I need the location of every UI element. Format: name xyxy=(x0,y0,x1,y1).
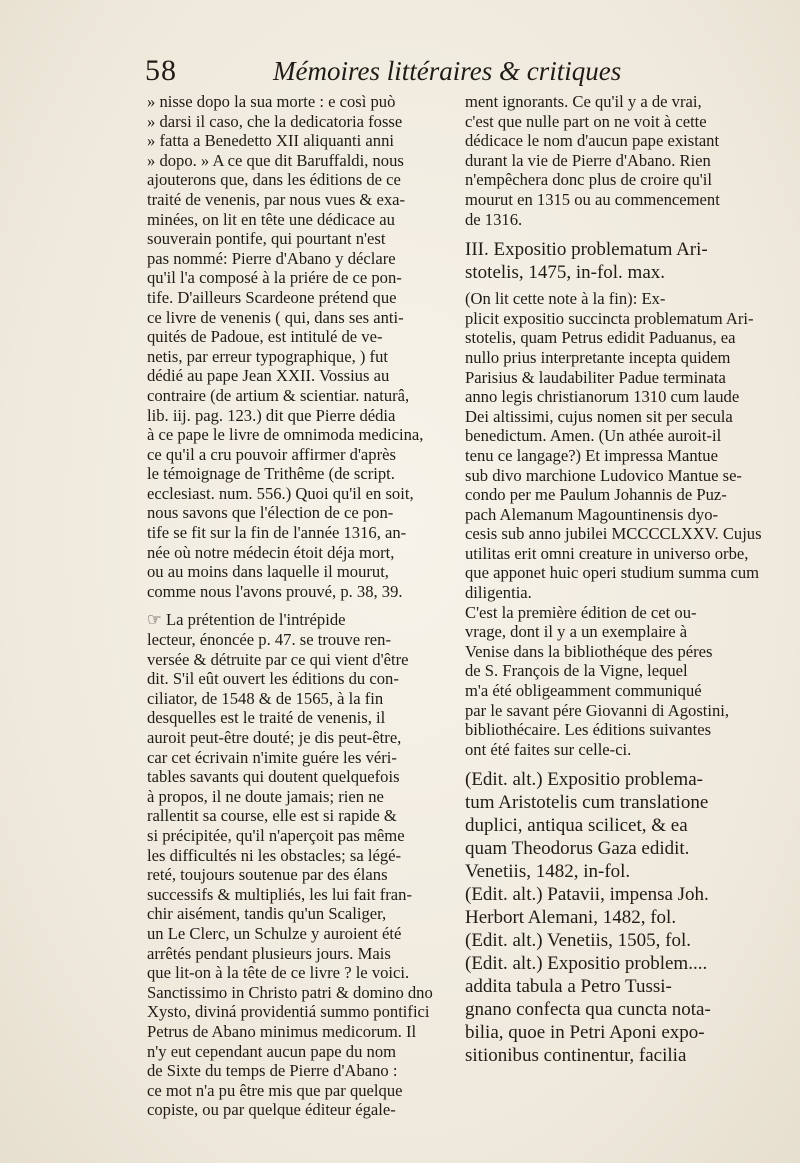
text-line: sub divo marchione Ludovico Mantue se- xyxy=(465,465,742,485)
text-line: quités de Padoue, est intitulé de ve- xyxy=(147,327,383,347)
text-line: qu'il l'a composé à la priére de ce pon- xyxy=(147,268,402,288)
text-line: sitionibus continentur, facilia xyxy=(465,1045,687,1067)
text-line: les difficultés ni les obstacles; sa légé- xyxy=(147,845,402,865)
text-line: condo per me Paulum Johannis de Puz- xyxy=(465,485,727,505)
text-line: Petrus de Abano minimus medicorum. Il xyxy=(147,1021,417,1041)
text-line: m'a été obligeamment communiqué xyxy=(465,681,702,701)
text-line: desquelles est le traité de venenis, il xyxy=(147,708,386,728)
text-line: stotelis, 1475, in-fol. max. xyxy=(465,262,666,284)
text-line: bilia, quoe in Petri Aponi expo- xyxy=(465,1022,705,1044)
text-line: ou au moins dans laquelle il mourut, xyxy=(147,562,389,582)
text-line: n'empêchera donc plus de croire qu'il xyxy=(465,170,712,190)
text-line: un Le Clerc, un Schulze y auroient été xyxy=(147,923,402,943)
text-line: née où notre médecin étoit déja mort, xyxy=(147,542,395,562)
text-line: diligentia. xyxy=(465,583,532,603)
text-line: (Edit. alt.) Venetiis, 1505, fol. xyxy=(465,930,692,952)
text-line: Sanctissimo in Christo patri & domino dno xyxy=(147,982,433,1002)
text-line: ce livre de venenis ( qui, dans ses anti- xyxy=(147,307,404,327)
text-line: n'y eut cependant aucun pape du nom xyxy=(147,1041,397,1061)
text-line: ce qu'il a cru pouvoir affirmer d'après xyxy=(147,444,396,464)
right-text-column xyxy=(465,92,773,1067)
running-title: Mémoires littéraires & critiques xyxy=(273,56,622,86)
text-line: reté, toujours soutenue par des élans xyxy=(147,865,388,885)
text-line: dit. S'il eût ouvert les éditions du con- xyxy=(147,669,399,689)
text-line: lib. iij. pag. 123.) dit que Pierre dédia xyxy=(147,405,396,425)
text-line: mourut en 1315 ou au commencement xyxy=(465,189,720,209)
text-line: c'est que nulle part on ne voit à cette xyxy=(465,111,707,131)
text-line: III. Expositio problematum Ari- xyxy=(465,239,708,261)
text-line: si précipitée, qu'il n'aperçoit pas même xyxy=(147,825,405,845)
text-line: tife se fit sur la fin de l'année 1316, an- xyxy=(147,523,407,543)
text-line: nous savons que l'élection de ce pon- xyxy=(147,503,394,523)
text-line: quam Theodorus Gaza edidit. xyxy=(465,838,690,860)
text-line: » darsi il caso, che la dedicatoria fosse xyxy=(147,111,403,131)
text-line: tables savants qui doutent quelquefois xyxy=(147,767,400,787)
text-line: ☞ La prétention de l'intrépide xyxy=(147,610,346,630)
text-line: ce mot n'a pu être mis que par quelque xyxy=(147,1080,403,1100)
text-line: (Edit. alt.) Patavii, impensa Joh. xyxy=(465,884,709,906)
page-header xyxy=(145,52,650,92)
text-line: par le savant pére Giovanni di Agostini, xyxy=(465,700,730,720)
text-line: anno legis christianorum 1310 cum laude xyxy=(465,387,740,407)
text-line: chir aisément, tandis qu'un Scaliger, xyxy=(147,904,387,924)
text-line: » dopo. » A ce que dit Baruffaldi, nous xyxy=(147,150,404,170)
text-line: dédicace le nom d'aucun pape existant xyxy=(465,131,720,151)
text-line: tum Aristotelis cum translatione xyxy=(465,792,709,814)
text-line: utilitas erit omni creature in universo orbe, xyxy=(465,543,749,563)
text-line: que apponet huic operi studium summa cum xyxy=(465,563,760,583)
text-line: gnano confecta qua cuncta nota- xyxy=(465,999,711,1021)
text-line: à propos, il ne doute jamais; rien ne xyxy=(147,786,384,806)
left-text-column xyxy=(147,92,457,1120)
text-line: lecteur, énoncée p. 47. se trouve ren- xyxy=(147,630,391,650)
text-line: ont été faites sur celle-ci. xyxy=(465,739,632,759)
text-line: (Edit. alt.) Expositio problem.... xyxy=(465,953,708,975)
text-line: tife. D'ailleurs Scardeone prétend que xyxy=(147,287,397,307)
paragraph-gap xyxy=(147,601,457,610)
text-line: Parisius & laudabiliter Padue terminata xyxy=(465,367,726,387)
text-line: stotelis, quam Petrus edidit Paduanus, ea xyxy=(465,328,736,348)
text-line: comme nous l'avons prouvé, p. 38, 39. xyxy=(147,581,403,601)
text-line: cesis sub anno jubilei MCCCCLXXV. Cujus xyxy=(465,524,762,544)
text-line: (Edit. alt.) Expositio problema- xyxy=(465,769,703,791)
text-line: » fatta a Benedetto XII aliquanti anni xyxy=(147,131,394,151)
text-line: de S. François de la Vigne, lequel xyxy=(465,661,688,681)
text-line: bibliothécaire. Les éditions suivantes xyxy=(465,720,712,740)
text-line: arrêtés pendant plusieurs jours. Mais xyxy=(147,943,391,963)
text-line: contraire (de artium & scientiar. naturâ, xyxy=(147,385,410,405)
text-line: de 1316. xyxy=(465,209,523,229)
text-line: nullo prius interpretante incepta quidem xyxy=(465,347,731,367)
text-line: Xysto, diviná providentiá summo pontifici xyxy=(147,1002,430,1022)
text-line: plicit expositio succincta problematum Ari- xyxy=(465,308,754,328)
text-line: durant la vie de Pierre d'Abano. Rien xyxy=(465,150,711,170)
text-line: (On lit cette note à la fin): Ex- xyxy=(465,289,666,309)
text-line: ment ignorants. Ce qu'il y a de vrai, xyxy=(465,92,702,111)
text-line: de Sixte du temps de Pierre d'Abano : xyxy=(147,1061,398,1081)
text-line: souverain pontife, qui pourtant n'est xyxy=(147,229,386,249)
paragraph-gap xyxy=(465,229,773,238)
text-line: ciliator, de 1548 & de 1565, à la fin xyxy=(147,688,384,708)
text-line: dédié au pape Jean XXII. Vossius au xyxy=(147,366,390,386)
text-line: rallentit sa course, elle est si rapide & xyxy=(147,806,397,826)
text-line: Venetiis, 1482, in-fol. xyxy=(465,861,631,883)
text-line: ajouterons que, dans les éditions de ce xyxy=(147,170,401,190)
text-line: vrage, dont il y a un exemplaire à xyxy=(465,622,688,642)
text-line: Herbort Alemani, 1482, fol. xyxy=(465,907,677,929)
text-line: Dei altissimi, cujus nomen sit per secula xyxy=(465,406,733,426)
text-line: duplici, antiqua scilicet, & ea xyxy=(465,815,688,837)
text-line: tenu ce langage?) Et impressa Mantue xyxy=(465,445,718,465)
text-line: pach Alemanum Magountinensis dyo- xyxy=(465,504,719,524)
text-line: auroit peut-être douté; je dis peut-être, xyxy=(147,728,402,747)
text-line: successifs & multipliés, les lui fait fran- xyxy=(147,884,412,904)
paragraph-gap xyxy=(465,759,773,768)
text-line: addita tabula a Petro Tussi- xyxy=(465,976,672,998)
text-line: copiste, ou par quelque éditeur égale- xyxy=(147,1100,396,1120)
text-line: que lit-on à la tête de ce livre ? le voici. xyxy=(147,963,410,983)
text-line: C'est la première édition de cet ou- xyxy=(465,602,697,622)
page-number: 58 xyxy=(145,54,177,87)
text-line: versée & détruite par ce qui vient d'être xyxy=(147,649,409,669)
text-line: traité de venenis, par nous vues & exa- xyxy=(147,189,406,209)
text-line: Venise dans la bibliothéque des péres xyxy=(465,641,713,661)
text-line: ecclesiast. num. 556.) Quoi qu'il en soit, xyxy=(147,483,414,503)
text-line: benedictum. Amen. (Un athée auroit-il xyxy=(465,426,722,446)
text-line: netis, par erreur typographique, ) fut xyxy=(147,346,388,366)
text-line: à ce pape le livre de omnimoda medicina, xyxy=(147,425,424,445)
text-line: le témoignage de Trithême (de script. xyxy=(147,464,395,484)
text-line: minées, on lit en tête une dédicace au xyxy=(147,209,395,229)
text-line: car cet écrivain n'imite guére les véri- xyxy=(147,747,397,767)
text-line: » nisse dopo la sua morte : e così può xyxy=(147,92,396,111)
text-line: pas nommé: Pierre d'Abano y déclare xyxy=(147,248,396,268)
